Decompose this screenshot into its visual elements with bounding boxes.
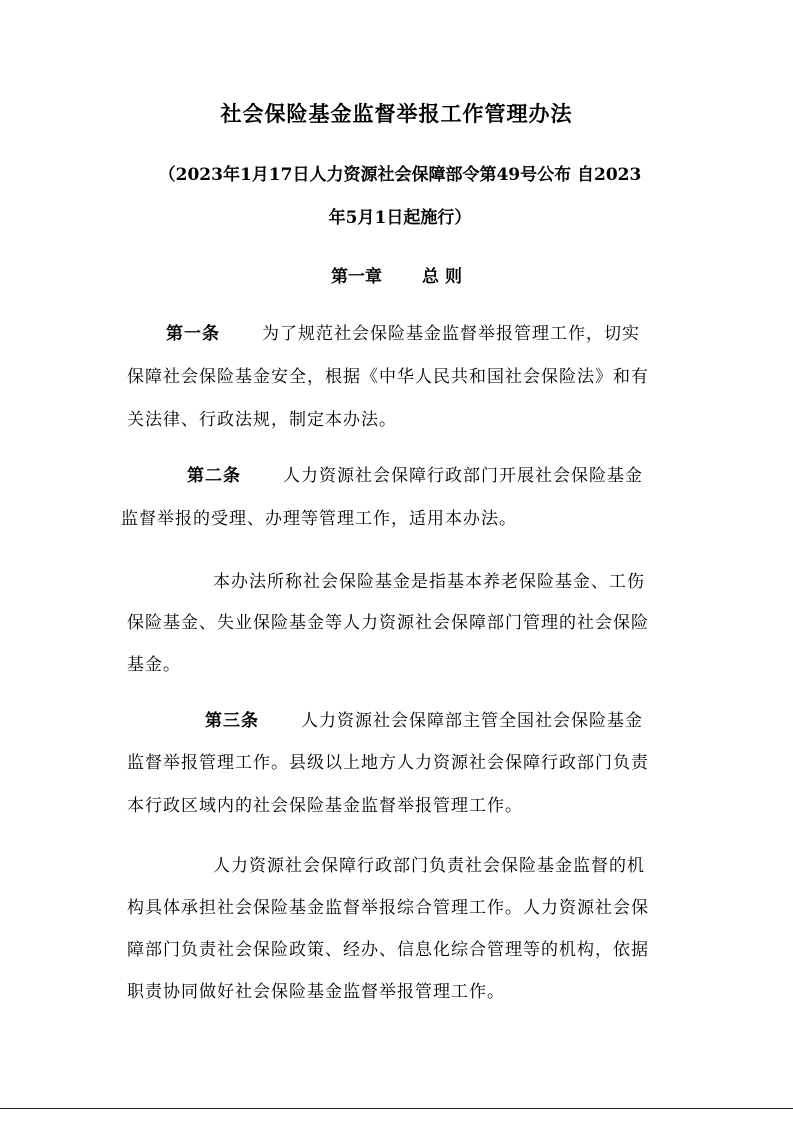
article-2-para-2-line-1: 本办法所称社会保险基金是指基本养老保险基金、工伤 xyxy=(213,572,645,592)
article-2-text-1: 人力资源社会保障行政部门开展社会保险基金 xyxy=(283,466,643,486)
chapter-number: 第一章 xyxy=(331,267,383,287)
article-3-para-2-continued xyxy=(127,888,649,1012)
chapter-name: 总 则 xyxy=(422,267,462,287)
article-2-para-2 xyxy=(213,562,645,602)
article-2-para-2-line-3: 基金。 xyxy=(127,655,181,675)
article-3-para-2-line-3: 障部门负责社会保险政策、经办、信息化综合管理等的机构，依据 xyxy=(127,940,649,960)
article-3-line-3: 本行政区域内的社会保险基金监督举报管理工作。 xyxy=(127,796,523,816)
document-subtitle-line2: 年5月1日起施行） xyxy=(328,208,472,228)
article-3-label: 第三条 xyxy=(205,711,259,731)
article-2 xyxy=(187,456,643,496)
article-2-para-2-continued xyxy=(127,603,649,685)
document-subtitle-line1: （2023年1月17日人力资源社会保障部令第49号公布 自2023 xyxy=(158,165,642,185)
chapter-heading xyxy=(0,262,793,287)
article-1-label: 第一条 xyxy=(166,324,220,344)
article-3-line-2: 监督举报管理工作。县级以上地方人力资源社会保障行政部门负责 xyxy=(127,753,649,773)
article-2-line-1 xyxy=(187,456,643,496)
article-1-line-3: 关法律、行政法规，制定本办法。 xyxy=(127,410,397,430)
article-2-label: 第二条 xyxy=(187,466,241,486)
article-1 xyxy=(166,314,640,354)
article-3-para-2 xyxy=(213,846,645,886)
document-title: 社会保险基金监督举报工作管理办法 xyxy=(220,101,573,126)
article-2-continued xyxy=(121,499,517,539)
article-2-para-2-line-2: 保险基金、失业保险基金等人力资源社会保障部门管理的社会保险 xyxy=(127,613,649,633)
article-3-para-2-line-4: 职责协同做好社会保险基金监督举报管理工作。 xyxy=(127,982,505,1002)
article-3-text-1: 人力资源社会保障部主管全国社会保险基金 xyxy=(301,711,643,731)
article-3 xyxy=(205,701,643,741)
article-1-text-1: 为了规范社会保险基金监督举报管理工作，切实 xyxy=(262,324,640,344)
article-1-continued xyxy=(127,357,649,440)
article-3-para-2-line-2: 构具体承担社会保险基金监督举报综合管理工作。人力资源社会保 xyxy=(127,898,649,918)
article-2-line-2: 监督举报的受理、办理等管理工作，适用本办法。 xyxy=(121,509,517,529)
article-1-line-2: 保障社会保险基金安全，根据《中华人民共和国社会保险法》和有 xyxy=(127,367,649,387)
article-3-line-1 xyxy=(205,701,643,741)
article-3-continued xyxy=(127,743,649,826)
article-1-line-1 xyxy=(166,314,640,354)
page-bottom-divider xyxy=(0,1108,793,1109)
article-3-para-2-line-1: 人力资源社会保障行政部门负责社会保险基金监督的机 xyxy=(213,856,645,876)
